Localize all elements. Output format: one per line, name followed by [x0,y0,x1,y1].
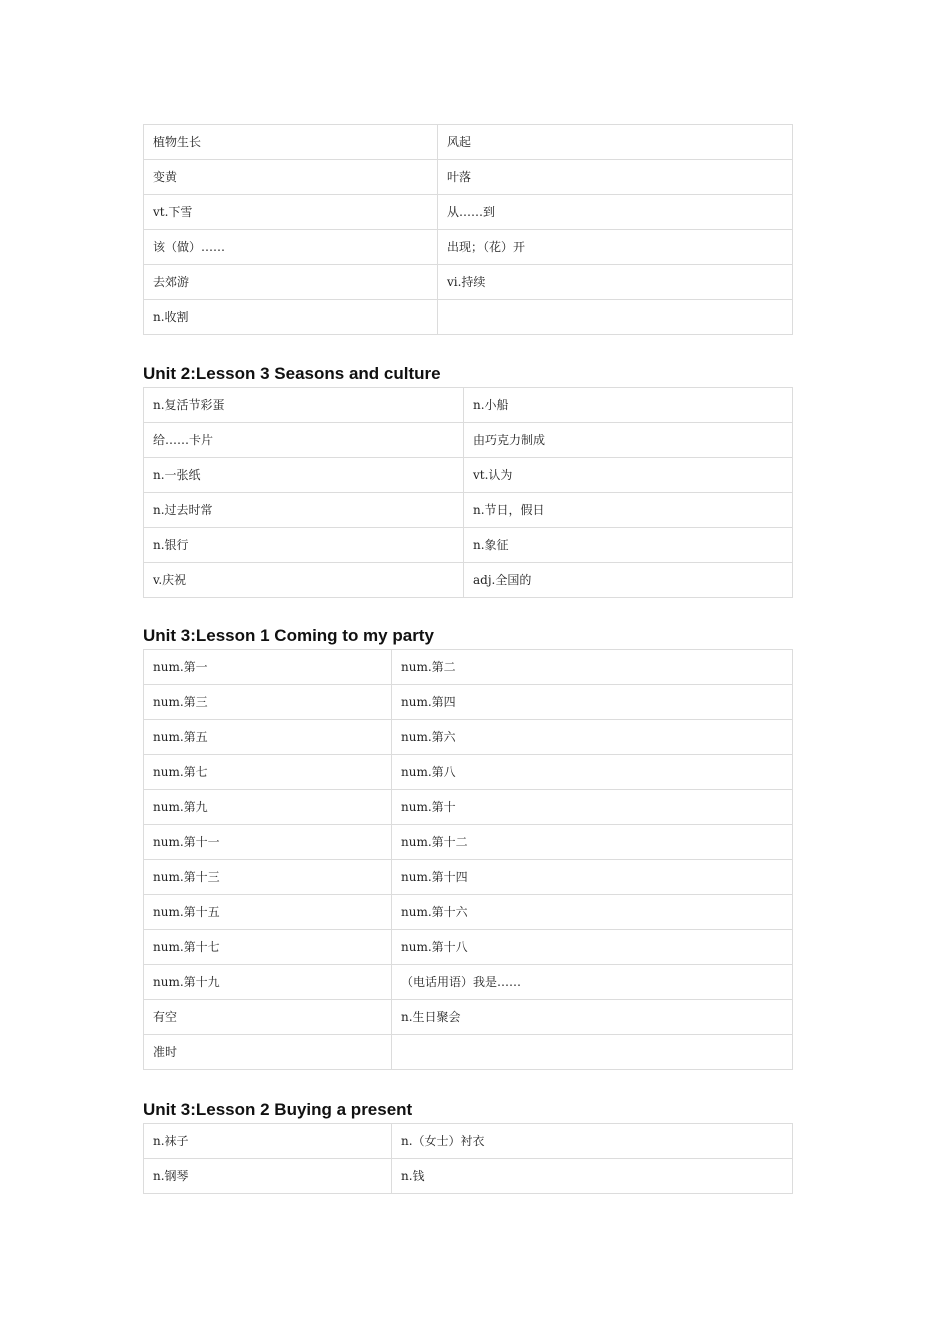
vocab-cell-left: num.第九 [144,790,392,825]
table-row [144,125,793,160]
vocab-table [143,649,793,1070]
table-row [144,493,793,528]
vocab-cell-right: num.第二 [392,650,793,685]
table-row [144,650,793,685]
vocab-cell-left: 变黄 [144,160,438,195]
vocab-cell-right: num.第四 [392,685,793,720]
vocab-cell-left: 有空 [144,1000,392,1035]
vocab-cell-right: n.钱 [392,1159,793,1194]
vocab-section-unit2-lesson3 [143,363,792,598]
table-row [144,160,793,195]
table-row [144,195,793,230]
vocab-cell-left: num.第十九 [144,965,392,1000]
vocab-section-unit3-lesson2 [143,1099,792,1194]
vocab-table-body [144,1124,793,1194]
vocab-cell-left: n.银行 [144,528,464,563]
table-row [144,685,793,720]
vocab-cell-right: num.第十八 [392,930,793,965]
table-row [144,423,793,458]
vocab-cell-right: vi.持续 [438,265,793,300]
vocab-cell-right: （电话用语）我是…… [392,965,793,1000]
vocab-cell-left: num.第十一 [144,825,392,860]
vocab-cell-right [392,1035,793,1070]
vocab-cell-right: num.第十六 [392,895,793,930]
vocab-cell-left: num.第十七 [144,930,392,965]
table-row [144,965,793,1000]
table-row [144,860,793,895]
vocab-cell-right: vt.认为 [464,458,793,493]
vocab-section-unit2-lesson2 [143,124,792,335]
vocab-cell-left: num.第五 [144,720,392,755]
vocab-table [143,124,793,335]
vocab-cell-left: 准时 [144,1035,392,1070]
section-heading: Unit 3:Lesson 2 Buying a present [143,1100,413,1119]
vocab-table [143,1123,793,1194]
vocab-cell-left: n.过去时常 [144,493,464,528]
table-row [144,265,793,300]
vocab-cell-right [438,300,793,335]
vocab-cell-left: n.复活节彩蛋 [144,388,464,423]
vocab-cell-right: n.象征 [464,528,793,563]
vocab-section-unit3-lesson1 [143,625,792,1070]
table-row [144,755,793,790]
vocab-cell-left: num.第一 [144,650,392,685]
table-row [144,1124,793,1159]
vocab-cell-left: n.钢琴 [144,1159,392,1194]
vocab-cell-left: num.第十三 [144,860,392,895]
vocab-cell-right: n.生日聚会 [392,1000,793,1035]
vocab-cell-left: num.第三 [144,685,392,720]
vocab-cell-right: num.第十 [392,790,793,825]
table-row [144,790,793,825]
table-row [144,563,793,598]
vocab-cell-left: num.第七 [144,755,392,790]
vocab-cell-right: 由巧克力制成 [464,423,793,458]
vocab-cell-right: num.第十四 [392,860,793,895]
table-row [144,1000,793,1035]
vocab-cell-right: num.第十二 [392,825,793,860]
vocab-cell-left: vt.下雪 [144,195,438,230]
vocab-table-body [144,125,793,335]
vocab-cell-right: 风起 [438,125,793,160]
vocab-table-body [144,650,793,1070]
table-row [144,388,793,423]
table-row [144,825,793,860]
vocab-cell-left: 给……卡片 [144,423,464,458]
table-row [144,1159,793,1194]
vocab-cell-right: 从……到 [438,195,793,230]
vocab-cell-right: 叶落 [438,160,793,195]
vocab-cell-left: 该（做）…… [144,230,438,265]
table-row [144,458,793,493]
vocab-cell-right: n.节日，假日 [464,493,793,528]
vocab-cell-left: num.第十五 [144,895,392,930]
vocab-table [143,387,793,598]
section-heading: Unit 2:Lesson 3 Seasons and culture [143,364,441,383]
table-row [144,930,793,965]
vocab-cell-left: n.一张纸 [144,458,464,493]
table-row [144,895,793,930]
vocab-cell-right: num.第六 [392,720,793,755]
vocab-cell-left: 植物生长 [144,125,438,160]
vocab-cell-right: 出现；（花）开 [438,230,793,265]
vocab-cell-left: 去郊游 [144,265,438,300]
table-row [144,720,793,755]
vocab-table-body [144,388,793,598]
vocab-cell-right: adj.全国的 [464,563,793,598]
table-row [144,528,793,563]
table-row [144,230,793,265]
vocab-cell-right: n.（女士）衬衣 [392,1124,793,1159]
table-row [144,300,793,335]
vocab-cell-right: n.小船 [464,388,793,423]
table-row [144,1035,793,1070]
vocab-cell-left: n.袜子 [144,1124,392,1159]
vocab-cell-left: n.收割 [144,300,438,335]
section-heading: Unit 3:Lesson 1 Coming to my party [143,626,434,645]
vocab-cell-right: num.第八 [392,755,793,790]
vocab-cell-left: v.庆祝 [144,563,464,598]
